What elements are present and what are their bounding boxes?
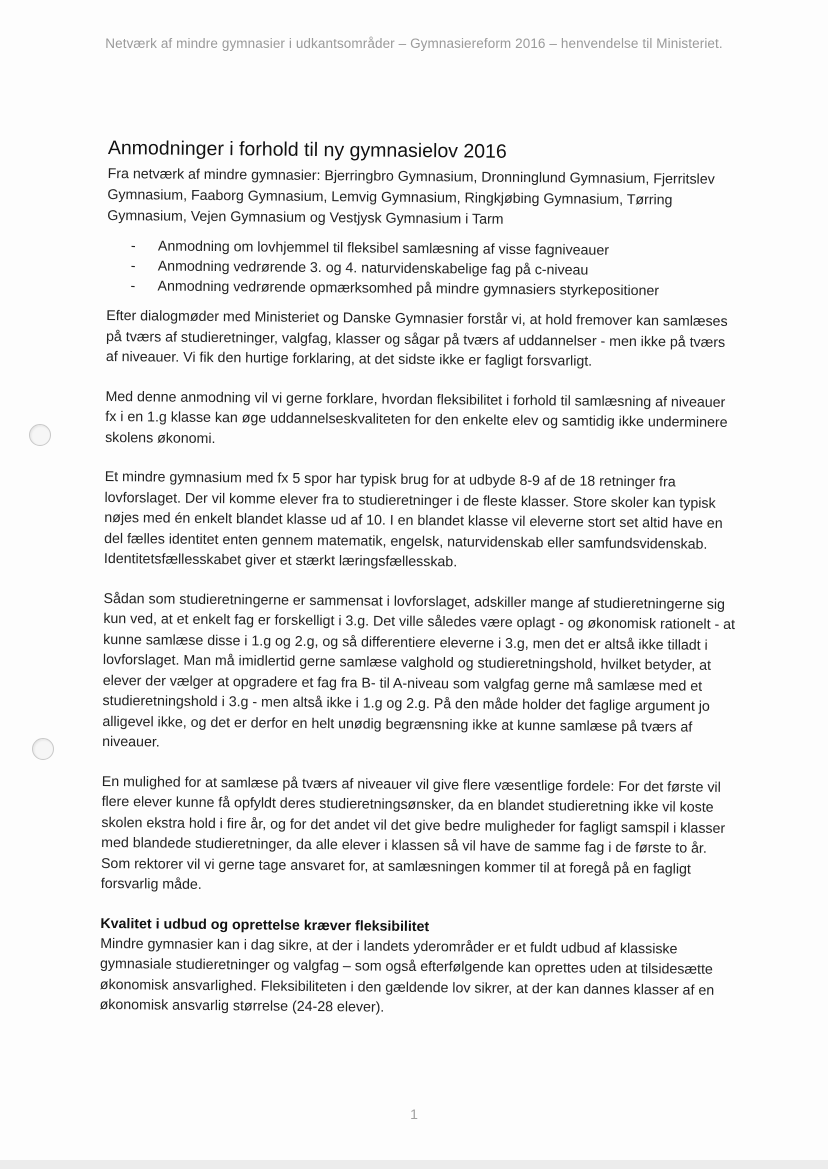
request-text: Anmodning vedrørende 3. og 4. naturvidenskabelige fag på c-niveau <box>157 258 589 279</box>
scan-bottom-edge <box>0 1160 828 1169</box>
section-paragraph: Mindre gymnasier kan i dag sikre, at der i landets yderområder er et fuldt udbud af klassiske gymnasiale studieretninger og valgfag – som også efterfølgende kan oprettes uden at tilsidesætte økonomisk ansvarlighed. Fleksibiliteten i den gældende lov sikrer, at der kan dannes klasser af en økonomisk ansvarlig størrelse (24-28 elever). <box>99 935 715 1016</box>
list-dash: - <box>130 278 136 295</box>
body-paragraph: Sådan som studieretningerne er sammensat i lovforslaget, adskiller mange af studieretningerne sig kun ved, at et enkelt fag er forskelligt i 3.g. Det ville således være oplagt - og økonomisk rationelt - at kunne samlæse disse i 1.g og 2.g, og så differentiere eleverne i 3.g, men det er altså ikke tilladt i lovforslaget. Man må imidlertid gerne samlæse valghold og studieretningshold, hvilket betyder, at elever der vælger at opgradere et fag fra B- til A-niveau som valgfag gerne må samlæse med et studieretningshold i 3.g - men altså ikke i 1.g og 2.g. På den måde holder det faglige argument jo alligevel ikke, og det er derfor en helt unødig begrænsning ikke at kunne samlæse på tværs af niveauer. <box>102 590 736 751</box>
list-dash: - <box>130 238 136 255</box>
request-text: Anmodning om lovhjemmel til fleksibel samlæsning af visse fagniveauer <box>157 238 610 259</box>
punch-hole-top <box>29 424 51 446</box>
document-body <box>99 136 740 1041</box>
request-list <box>130 236 739 302</box>
page-number: 1 <box>410 1106 418 1122</box>
running-header: Netværk af mindre gymnasier i udkantsområder – Gymnasiereform 2016 – henvendelse til Ministeriet. <box>105 36 723 51</box>
body-paragraph: Et mindre gymnasium med fx 5 spor har typisk brug for at udbyde 8-9 af de 18 retninger fra lovforslaget. Der vil komme elever fra to studieretninger i de fleste klasser. Store skoler kan typisk nøjes med én enkelt blandet klasse ud af 10. I en blandet klasse vil eleverne stort set altid have en del fælles identitet enten gennem matematik, engelsk, naturvidenskab eller samfundsvidenskab. Identitetsfællesskabet giver et stærkt læringsfællesskab. <box>103 468 723 571</box>
punch-hole-bottom <box>32 738 54 760</box>
section-heading: Kvalitet i udbud og oprettelse kræver fleksibilitet <box>100 915 430 935</box>
request-text: Anmodning vedrørende opmærksomhed på mindre gymnasiers styrkepositioner <box>157 278 660 300</box>
document-title: Anmodninger i forhold til ny gymnasielov 2016 <box>107 136 507 163</box>
body-paragraph: En mulighed for at samlæse på tværs af niveauer vil give flere væsentlige fordele: For det første vil flere elever kunne få opfyldt deres studieretningsønsker, da en blandet studieretning ikke vil koste skolen ekstra hold i fire år, og for det andet vil det give bedre muligheder for fagligt samspil i klasser med blandede studieretninger, da alle elever i klassen så vil have de samme fag i de første to år. Som rektorer vil vi gerne tage ansvaret for, at samlæsningen kommer til at foregå på en fagligt forsvarlig måde. <box>100 773 726 893</box>
list-dash: - <box>130 258 136 275</box>
body-paragraph: Med denne anmodning vil vi gerne forklare, hvordan fleksibilitet i forhold til samlæsning af niveauer fx i en 1.g klasse kan øge uddannelseskvaliteten for den enkelte elev og samtidig ikke underminere skolens økonomi. <box>105 388 728 447</box>
document-subtitle: Fra netværk af mindre gymnasier: Bjerringbro Gymnasium, Dronninglund Gymnasium, Fjerritslev Gymnasium, Faaborg Gymnasium, Lemvig Gymnasium, Ringkjøbing Gymnasium, Tørring Gymnasium, Vejen Gymnasium og Vestjysk Gymnasium i Tarm <box>107 165 715 228</box>
body-paragraph: Efter dialogmøder med Ministeriet og Danske Gymnasier forstår vi, at hold fremover kan samlæses på tværs af studieretninger, valgfag, klasser og sågar på tværs af uddannelser - men ikke på tværs af niveauer. Vi fik den hurtige forklaring, at det sidste ikke er fagligt forsvarligt. <box>105 307 728 370</box>
